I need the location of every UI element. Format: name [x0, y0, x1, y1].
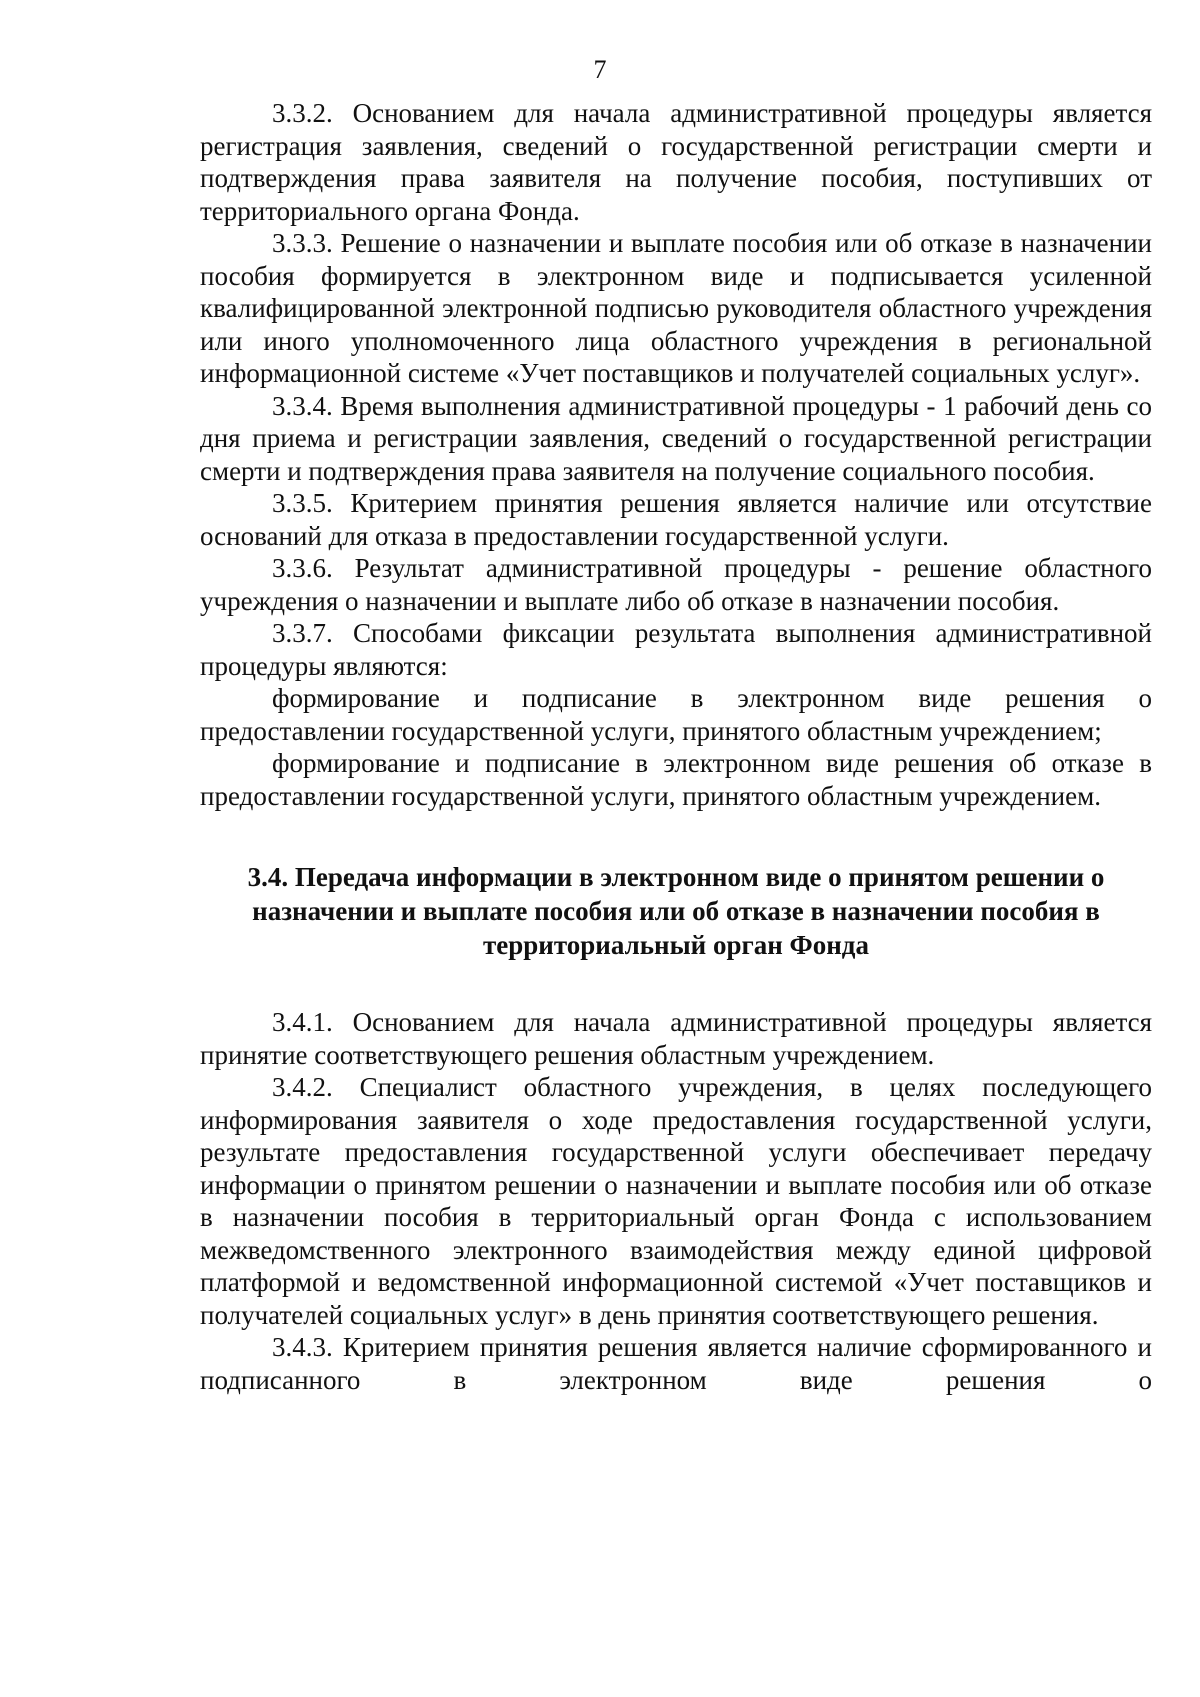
paragraph-3-4-2: 3.4.2. Специалист областного учреждения, в целях последующего информирования заявителя о ходе предоставления государственной услуги, результате предоставления государственной услуги обеспечивает передачу информации о принятом решении о назначении и выплате пособия или об отказе в назначении пособия в территориальный орган Фонда с использованием межведомственного электронного взаимодействия между единой цифровой платформой и ведомственной информационной системой «Учет поставщиков и получателей социальных услуг» в день принятия соответствующего решения.	[200, 1072, 1152, 1330]
paragraph-3-3-7: 3.3.7. Способами фиксации результата выполнения административной процедуры являются:	[200, 618, 1152, 681]
section-heading-3-4: 3.4. Передача информации в электронном виде о принятом решении о назначении и выплате пособия или об отказе в назначении пособия в территориальный орган Фонда	[247, 862, 1105, 960]
page-number: 7	[593, 55, 607, 84]
paragraph-3-3-6: 3.3.6. Результат административной процедуры - решение областного учреждения о назначении и выплате либо об отказе в назначении пособия.	[200, 553, 1152, 616]
paragraph-3-3-3: 3.3.3. Решение о назначении и выплате пособия или об отказе в назначении пособия формируется в электронном виде и подписывается усиленной квалифицированной электронной подписью руководителя областного учреждения или иного уполномоченного лица областного учреждения в региональной информационной системе «Учет поставщиков и получателей социальных услуг».	[200, 228, 1152, 388]
paragraph-list-item-refusal: формирование и подписание в электронном виде решения об отказе в предоставлении государственной услуги, принятого областным учреждением.	[200, 748, 1152, 811]
paragraph-3-3-5: 3.3.5. Критерием принятия решения является наличие или отсутствие оснований для отказа в предоставлении государственной услуги.	[200, 488, 1152, 551]
paragraph-3-3-2: 3.3.2. Основанием для начала административной процедуры является регистрация заявления, сведений о государственной регистрации смерти и подтверждения права заявителя на получение пособия, поступивших от территориального органа Фонда.	[200, 98, 1152, 226]
paragraph-3-4-1: 3.4.1. Основанием для начала административной процедуры является принятие соответствующего решения областным учреждением.	[200, 1007, 1152, 1070]
paragraph-3-4-3: 3.4.3. Критерием принятия решения является наличие сформированного и подписанного в электронном виде решения о	[200, 1332, 1152, 1395]
paragraph-3-3-4: 3.3.4. Время выполнения административной процедуры - 1 рабочий день со дня приема и регистрации заявления, сведений о государственной регистрации смерти и подтверждения права заявителя на получение социального пособия.	[200, 390, 1152, 486]
paragraph-list-item-grant: формирование и подписание в электронном виде решения о предоставлении государственной услуги, принятого областным учреждением;	[200, 683, 1152, 746]
